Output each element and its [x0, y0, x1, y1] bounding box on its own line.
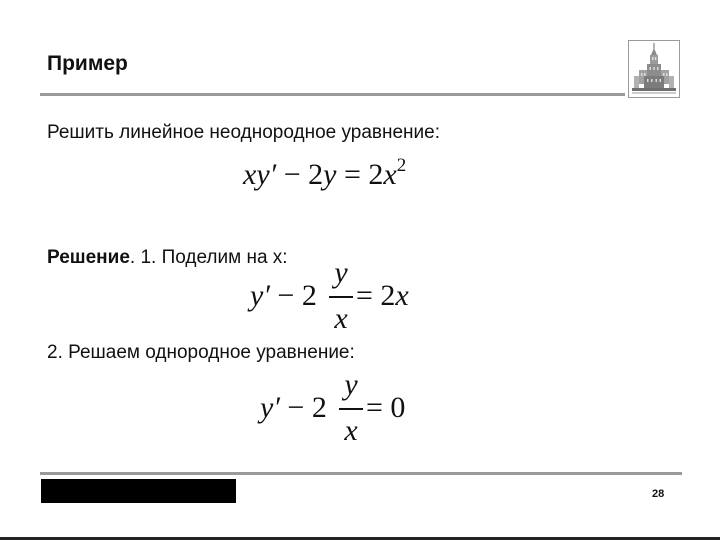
- eq2-minus: −: [277, 279, 295, 312]
- eq2-lhs-term: y′: [250, 279, 270, 312]
- slide-title: Пример: [47, 52, 128, 75]
- title-divider: [40, 93, 625, 96]
- eq3-rhs: 0: [390, 391, 406, 424]
- eq1-rhs-coef: 2: [368, 158, 384, 191]
- eq3-denominator: x: [344, 414, 358, 447]
- eq1-rhs-exponent: 2: [396, 155, 407, 176]
- solution-label: Решение: [47, 247, 130, 268]
- eq2-equals: =: [356, 279, 373, 312]
- eq1-minus: −: [283, 158, 301, 191]
- task-statement: Решить линейное неоднородное уравнение:: [47, 122, 441, 143]
- equation-homogeneous-rhs: [366, 391, 405, 425]
- university-building-icon: [628, 40, 680, 98]
- footer-divider: [40, 472, 682, 475]
- solution-step-2: 2. Решаем однородное уравнение:: [47, 342, 355, 363]
- eq3-lhs-term: y′: [260, 391, 280, 424]
- eq3-coef: 2: [311, 391, 327, 424]
- eq3-equals: =: [366, 391, 383, 424]
- eq1-equals: =: [343, 158, 361, 191]
- eq2-rhs-coef: 2: [380, 279, 396, 312]
- redacted-footer-text: [41, 479, 236, 503]
- equation-original: [243, 155, 407, 192]
- eq1-coef: 2: [308, 158, 324, 191]
- page-number: 28: [652, 488, 665, 500]
- eq2-rhs-var: x: [395, 279, 409, 312]
- eq3-fraction-bar: [339, 408, 363, 410]
- eq3-numerator: y: [344, 368, 358, 401]
- eq2-fraction-bar: [329, 296, 353, 298]
- solution-step-1: [47, 246, 288, 270]
- eq2-numerator: y: [334, 256, 348, 289]
- eq3-minus: −: [287, 391, 305, 424]
- eq1-rhs-var: x: [383, 158, 397, 191]
- eq1-y: y: [323, 158, 337, 191]
- equation-homogeneous-lhs: [260, 391, 327, 425]
- eq1-lhs-term: xy′: [243, 158, 277, 191]
- equation-divided-lhs: [250, 279, 317, 313]
- solution-step-1-text: . 1. Поделим на x:: [129, 247, 288, 268]
- equation-divided-rhs: [356, 279, 409, 313]
- eq2-coef: 2: [301, 279, 317, 312]
- eq2-denominator: x: [334, 302, 348, 335]
